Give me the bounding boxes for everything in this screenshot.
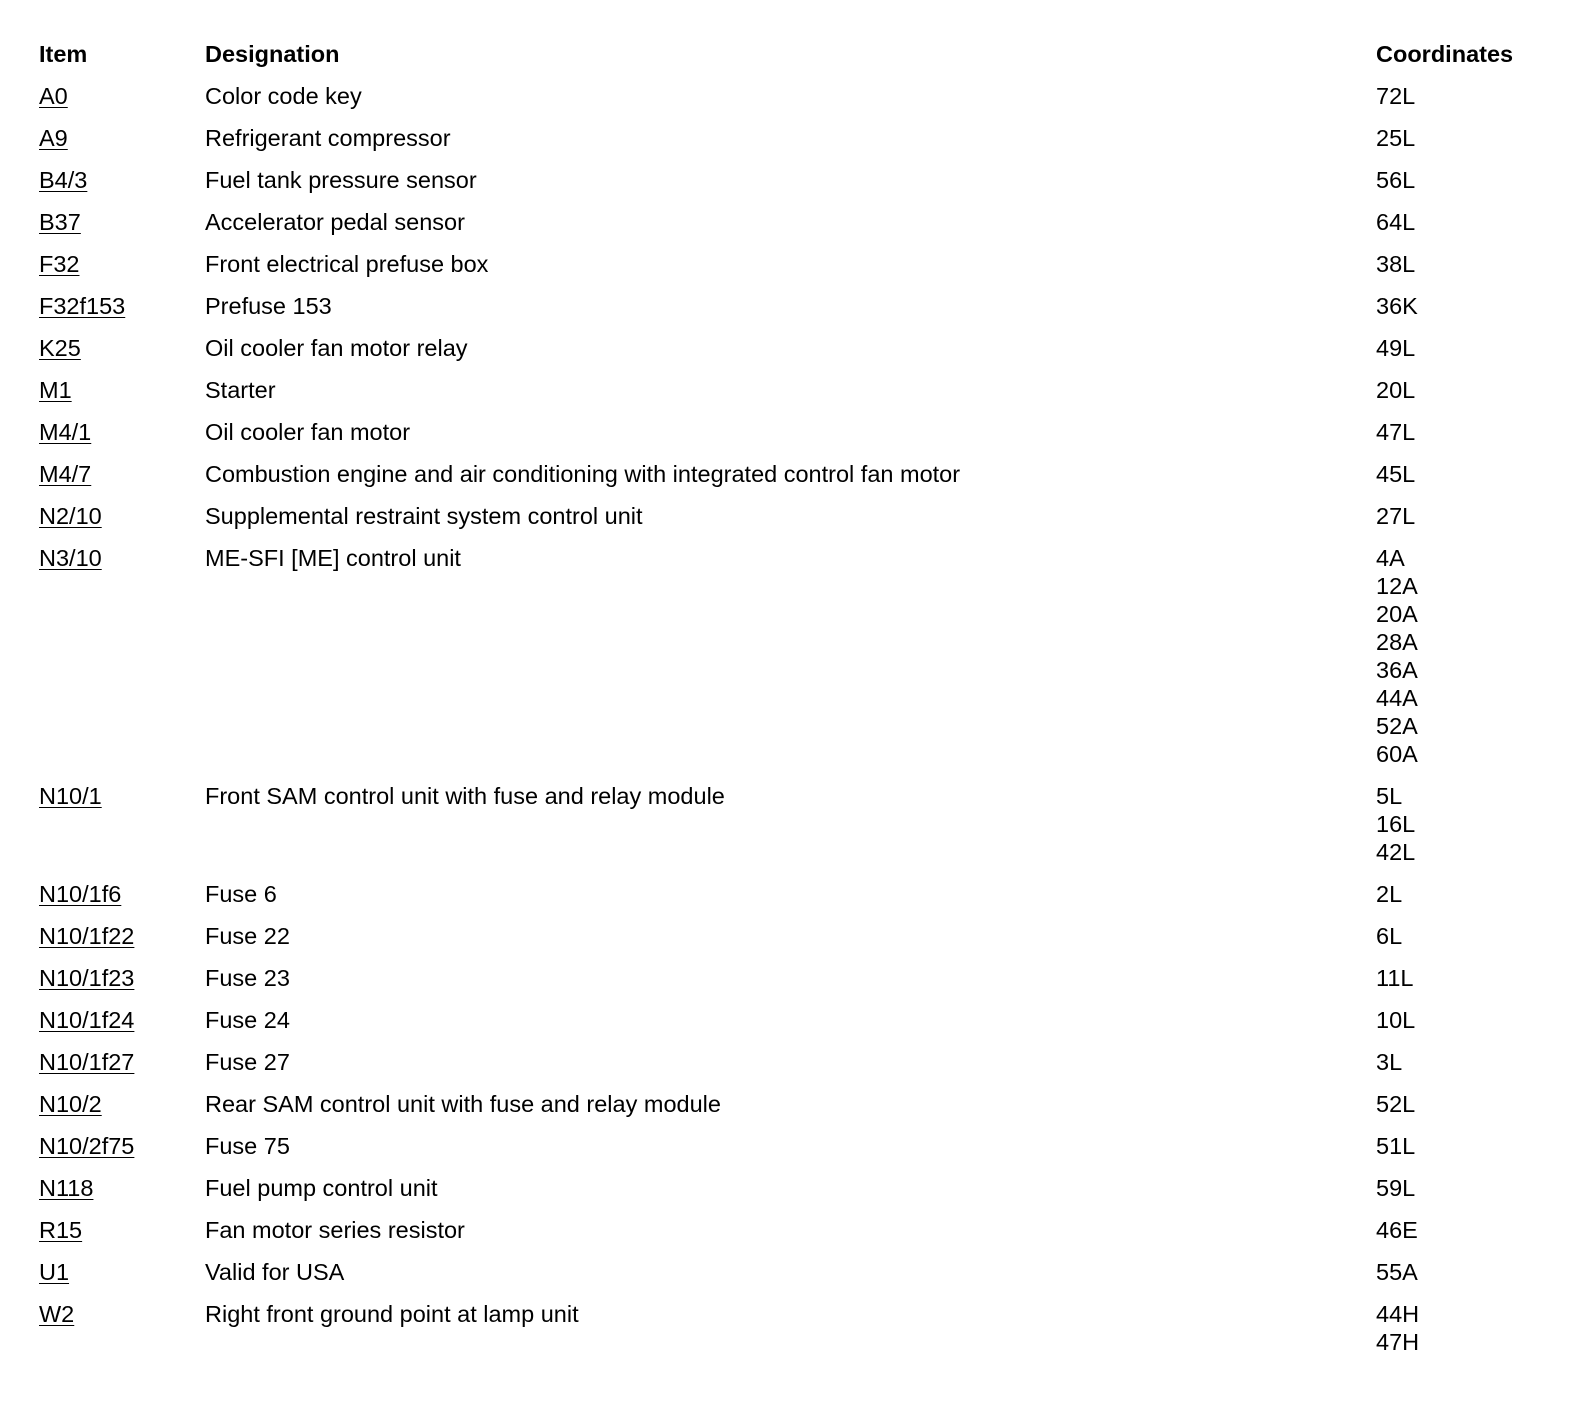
column-header-designation: Designation: [205, 41, 340, 67]
coordinate-value: 60A: [1376, 741, 1418, 767]
coordinates-cell: [1376, 166, 1539, 194]
designation-cell: Starter: [205, 377, 276, 403]
designation-cell: Oil cooler fan motor: [205, 419, 411, 445]
coordinates-cell: [1376, 964, 1539, 992]
item-link[interactable]: N10/1f22: [39, 923, 135, 949]
coordinate-value: 10L: [1376, 1007, 1416, 1033]
item-cell: [39, 502, 205, 530]
coordinates-cell: [1376, 1258, 1539, 1286]
coordinate-value: 28A: [1376, 629, 1418, 655]
coordinates-cell: [1376, 782, 1539, 866]
item-link[interactable]: A0: [39, 83, 68, 109]
item-link[interactable]: N10/1f23: [39, 965, 135, 991]
item-cell: [39, 544, 205, 572]
designation-cell: Fan motor series resistor: [205, 1217, 465, 1243]
item-cell: [39, 880, 205, 908]
coordinate-value: 42L: [1376, 839, 1416, 865]
designation-cell: Fuse 24: [205, 1007, 290, 1033]
item-cell: [39, 460, 205, 488]
coordinate-value: 45L: [1376, 461, 1416, 487]
coordinates-cell: [1376, 124, 1539, 152]
coordinate-value: 5L: [1376, 783, 1403, 809]
item-cell: [39, 964, 205, 992]
table-row: [39, 999, 1539, 1041]
coordinates-cell: [1376, 1132, 1539, 1160]
coordinate-value: 3L: [1376, 1049, 1403, 1075]
table-row: [39, 117, 1539, 159]
designation-cell: Fuse 75: [205, 1133, 290, 1159]
table-row: [39, 201, 1539, 243]
item-cell: [39, 292, 205, 320]
table-row: [39, 1293, 1539, 1363]
item-cell: [39, 250, 205, 278]
coordinate-value: 38L: [1376, 251, 1416, 277]
designation-cell: Valid for USA: [205, 1259, 345, 1285]
item-link[interactable]: B37: [39, 209, 81, 235]
table-row: [39, 1041, 1539, 1083]
item-cell: [39, 418, 205, 446]
item-link[interactable]: M1: [39, 377, 72, 403]
coordinates-cell: [1376, 880, 1539, 908]
coordinates-cell: [1376, 544, 1539, 768]
table-body: [39, 75, 1539, 1363]
coordinates-cell: [1376, 460, 1539, 488]
coordinate-value: 49L: [1376, 335, 1416, 361]
item-cell: [39, 1300, 205, 1328]
coordinate-value: 20L: [1376, 377, 1416, 403]
coordinates-cell: [1376, 502, 1539, 530]
table-row: [39, 75, 1539, 117]
coordinate-value: 36A: [1376, 657, 1418, 683]
designation-cell: Refrigerant compressor: [205, 125, 451, 151]
item-cell: [39, 82, 205, 110]
coordinate-value: 51L: [1376, 1133, 1416, 1159]
coordinates-cell: [1376, 1006, 1539, 1034]
designation-cell: Color code key: [205, 83, 362, 109]
item-link[interactable]: M4/1: [39, 419, 92, 445]
item-link[interactable]: F32f153: [39, 293, 126, 319]
item-cell: [39, 376, 205, 404]
coordinate-value: 36K: [1376, 293, 1418, 319]
coordinates-cell: [1376, 208, 1539, 236]
coordinate-value: 4A: [1376, 545, 1405, 571]
coordinates-cell: [1376, 82, 1539, 110]
designation-cell: ME-SFI [ME] control unit: [205, 545, 461, 571]
item-link[interactable]: A9: [39, 125, 68, 151]
table-row: [39, 411, 1539, 453]
table-row: [39, 1167, 1539, 1209]
coordinate-value: 12A: [1376, 573, 1418, 599]
designation-cell: Rear SAM control unit with fuse and relay module: [205, 1091, 721, 1117]
item-link[interactable]: B4/3: [39, 167, 88, 193]
coordinates-cell: [1376, 1216, 1539, 1244]
coordinates-cell: [1376, 1300, 1539, 1356]
coordinate-value: 52L: [1376, 1091, 1416, 1117]
item-link[interactable]: N10/1f6: [39, 881, 122, 907]
coordinate-value: 52A: [1376, 713, 1418, 739]
table-row: [39, 537, 1539, 775]
coordinate-value: 16L: [1376, 811, 1416, 837]
coordinates-cell: [1376, 334, 1539, 362]
item-link[interactable]: N2/10: [39, 503, 102, 529]
item-link[interactable]: W2: [39, 1301, 75, 1327]
table-row: [39, 369, 1539, 411]
table-row: [39, 1083, 1539, 1125]
coordinate-value: 64L: [1376, 209, 1416, 235]
item-link[interactable]: N10/1: [39, 783, 102, 809]
item-link[interactable]: N10/1f27: [39, 1049, 135, 1075]
item-cell: [39, 1216, 205, 1244]
item-link[interactable]: N10/2f75: [39, 1133, 135, 1159]
item-link[interactable]: R15: [39, 1217, 83, 1243]
coordinate-value: 2L: [1376, 881, 1403, 907]
item-link[interactable]: F32: [39, 251, 80, 277]
item-cell: [39, 334, 205, 362]
table-row: [39, 1251, 1539, 1293]
table-row: [39, 243, 1539, 285]
table-row: [39, 159, 1539, 201]
designation-cell: Fuel pump control unit: [205, 1175, 438, 1201]
table-header: [39, 40, 1539, 75]
item-cell: [39, 124, 205, 152]
column-header-item: Item: [39, 41, 88, 67]
coordinate-value: 20A: [1376, 601, 1418, 627]
table-row: [39, 957, 1539, 999]
coordinate-value: 25L: [1376, 125, 1416, 151]
coordinate-value: 59L: [1376, 1175, 1416, 1201]
coordinate-value: 6L: [1376, 923, 1403, 949]
designation-cell: Supplemental restraint system control unit: [205, 503, 643, 529]
coordinate-value: 47H: [1376, 1329, 1420, 1355]
coordinates-cell: [1376, 292, 1539, 320]
coordinate-value: 46E: [1376, 1217, 1418, 1243]
table-row: [39, 495, 1539, 537]
item-link[interactable]: K25: [39, 335, 81, 361]
coordinates-cell: [1376, 1174, 1539, 1202]
item-link[interactable]: N10/1f24: [39, 1007, 135, 1033]
designation-cell: Combustion engine and air conditioning with integrated control fan motor: [205, 461, 961, 487]
table-row: [39, 285, 1539, 327]
coordinates-cell: [1376, 1090, 1539, 1118]
coordinate-value: 11L: [1376, 965, 1414, 991]
designation-cell: Prefuse 153: [205, 293, 332, 319]
item-link[interactable]: N3/10: [39, 545, 102, 571]
designation-cell: Front electrical prefuse box: [205, 251, 489, 277]
item-link[interactable]: N118: [39, 1175, 94, 1201]
coordinates-cell: [1376, 250, 1539, 278]
coordinate-value: 72L: [1376, 83, 1416, 109]
designation-cell: Front SAM control unit with fuse and relay module: [205, 783, 725, 809]
item-cell: [39, 922, 205, 950]
item-link[interactable]: M4/7: [39, 461, 92, 487]
coordinate-value: 56L: [1376, 167, 1416, 193]
component-legend-table: [39, 40, 1539, 1363]
table-row: [39, 327, 1539, 369]
coordinate-value: 44H: [1376, 1301, 1420, 1327]
designation-cell: Fuse 6: [205, 881, 277, 907]
item-cell: [39, 1048, 205, 1076]
item-cell: [39, 208, 205, 236]
coordinates-cell: [1376, 418, 1539, 446]
item-link[interactable]: U1: [39, 1259, 70, 1285]
column-header-coordinates: Coordinates: [1376, 41, 1514, 67]
item-cell: [39, 1258, 205, 1286]
designation-cell: Right front ground point at lamp unit: [205, 1301, 579, 1327]
coordinate-value: 55A: [1376, 1259, 1418, 1285]
item-cell: [39, 1090, 205, 1118]
table-row: [39, 1125, 1539, 1167]
designation-cell: Accelerator pedal sensor: [205, 209, 465, 235]
coordinates-cell: [1376, 922, 1539, 950]
table-row: [39, 453, 1539, 495]
item-cell: [39, 166, 205, 194]
table-row: [39, 873, 1539, 915]
coordinates-cell: [1376, 376, 1539, 404]
item-cell: [39, 1132, 205, 1160]
coordinate-value: 44A: [1376, 685, 1418, 711]
item-cell: [39, 1174, 205, 1202]
item-cell: [39, 1006, 205, 1034]
item-link[interactable]: N10/2: [39, 1091, 102, 1117]
coordinates-cell: [1376, 1048, 1539, 1076]
designation-cell: Fuel tank pressure sensor: [205, 167, 477, 193]
coordinate-value: 47L: [1376, 419, 1416, 445]
table-row: [39, 775, 1539, 873]
designation-cell: Fuse 22: [205, 923, 290, 949]
item-cell: [39, 782, 205, 810]
designation-cell: Oil cooler fan motor relay: [205, 335, 468, 361]
coordinate-value: 27L: [1376, 503, 1416, 529]
table-row: [39, 915, 1539, 957]
table-row: [39, 1209, 1539, 1251]
designation-cell: Fuse 23: [205, 965, 290, 991]
designation-cell: Fuse 27: [205, 1049, 290, 1075]
